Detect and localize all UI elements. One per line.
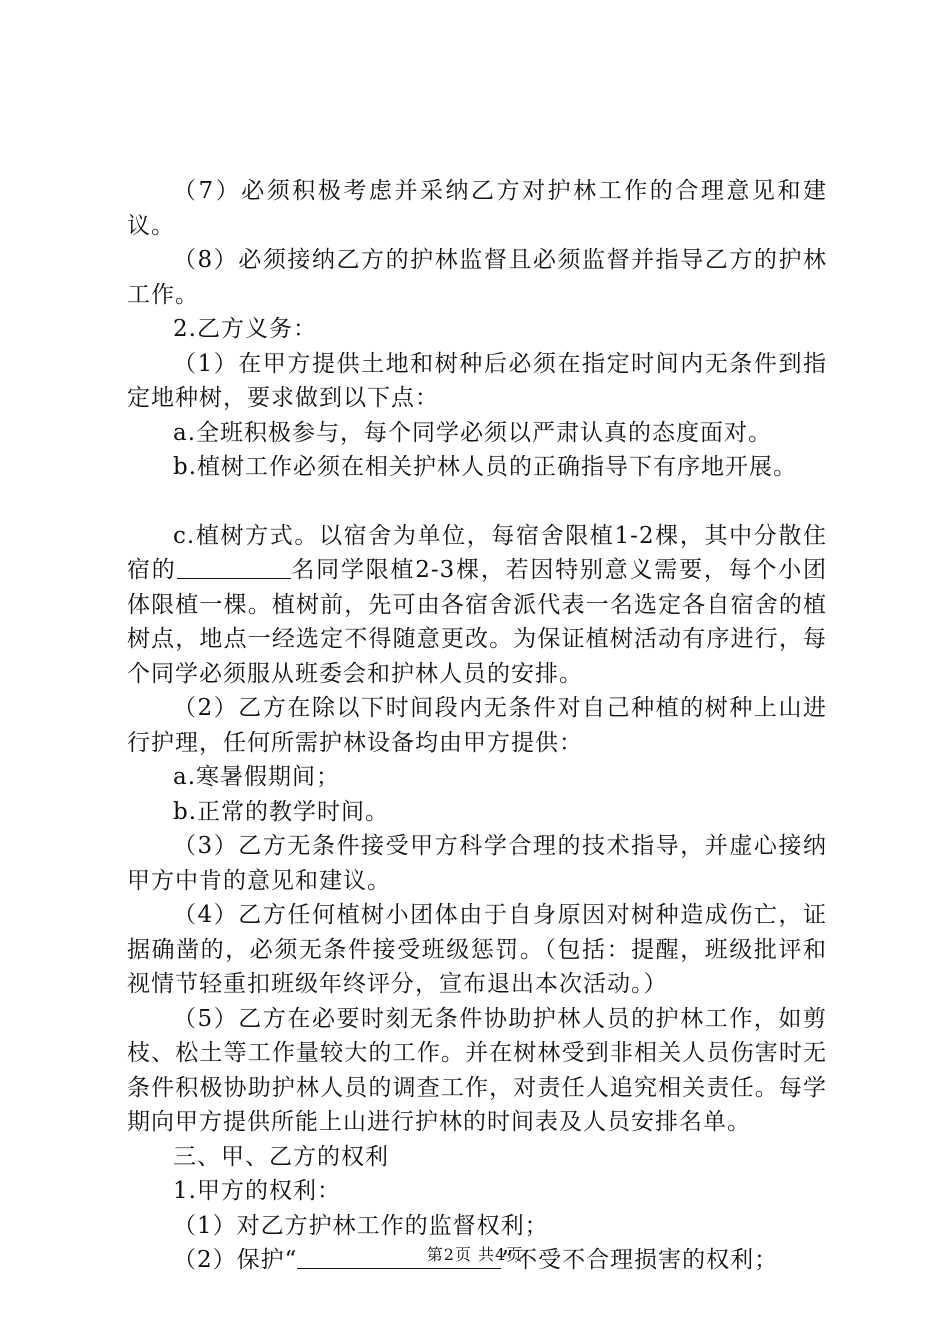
- paragraph-jia-right-2-start: （2）保护“: [173, 1247, 298, 1273]
- paragraph-yi-duty-5: （5）乙方在必要时刻无条件协助护林人员的护林工作，如剪枝、松土等工作量较大的工作。并在树林受到非相关人员伤害时无条件积极协助护林人员的调查工作，对责任人追究相关责任。每学期向甲方提供所能上山进行护林的时间表及人员安排名单。: [127, 1005, 827, 1135]
- fill-in-blank: [177, 555, 291, 579]
- paragraph-jia-right-2-rest: ”不受不合理损害的权利；: [501, 1247, 779, 1273]
- page-number-label: 第2页 共4页: [426, 1245, 524, 1264]
- paragraph-yi-duty-2b: b.正常的教学时间。: [173, 798, 390, 825]
- paragraph-jia-duty-7: （7）必须积极考虑并采纳乙方对护林工作的合理意见和建议。: [127, 178, 827, 239]
- paragraph-gap: [127, 485, 827, 519]
- paragraph-yi-duty-1b: b.植树工作必须在相关护林人员的正确指导下有序地开展。: [173, 454, 798, 480]
- paragraph-yi-duty-1c: [127, 519, 827, 692]
- paragraph-jia-duty-8: （8）必须接纳乙方的护林监督且必须监督并指导乙方的护林工作。: [127, 247, 827, 308]
- paragraph-yi-duty-2a: a.寒暑假期间；: [173, 764, 341, 790]
- paragraph-yi-duty-4: （4）乙方任何植树小团体由于自身原因对树种造成伤亡，证据确凿的，必须无条件接受班级惩罚。（包括：提醒，班级批评和视情节轻重扣班级年终评分，宣布退出本次活动。）: [127, 902, 827, 997]
- page-footer: [0, 1242, 950, 1265]
- heading-section-3: 三、甲、乙方的权利: [173, 1143, 389, 1170]
- paragraph-yi-duty-1c-start: c.植树方式。以宿舍为单位，每宿舍限植1-2棵，其中分散住宿的: [127, 522, 827, 583]
- heading-yi-duties: 2.乙方义务：: [173, 316, 317, 342]
- paragraph-yi-duty-2: （2）乙方在除以下时间段内无条件对自己种植的树种上山进行护理，任何所需护林设备均由甲方提供：: [127, 695, 827, 756]
- paragraph-yi-duty-1a: a.全班积极参与，每个同学必须以严肃认真的态度面对。: [173, 419, 773, 446]
- paragraph-yi-duty-1: （1）在甲方提供土地和树种后必须在指定时间内无条件到指定地种树，要求做到以下点：: [127, 350, 827, 411]
- paragraph-jia-right-1: （1）对乙方护林工作的监督权利；: [173, 1212, 549, 1239]
- paragraph-yi-duty-1c-rest: 名同学限植2-3棵，若因特别意义需要，每个小团体限植一棵。植树前，先可由各宿舍派代表一名选定各自宿舍的植树点，地点一经选定不得随意更改。为保证植树活动有序进行，每个同学必须服从班委会和护林人员的安排。: [127, 557, 827, 687]
- paragraph-yi-duty-3: （3）乙方无条件接受甲方科学合理的技术指导，并虚心接纳甲方中肯的意见和建议。: [127, 833, 827, 894]
- document-body: [127, 174, 827, 1278]
- heading-jia-rights: 1.甲方的权利：: [173, 1178, 341, 1204]
